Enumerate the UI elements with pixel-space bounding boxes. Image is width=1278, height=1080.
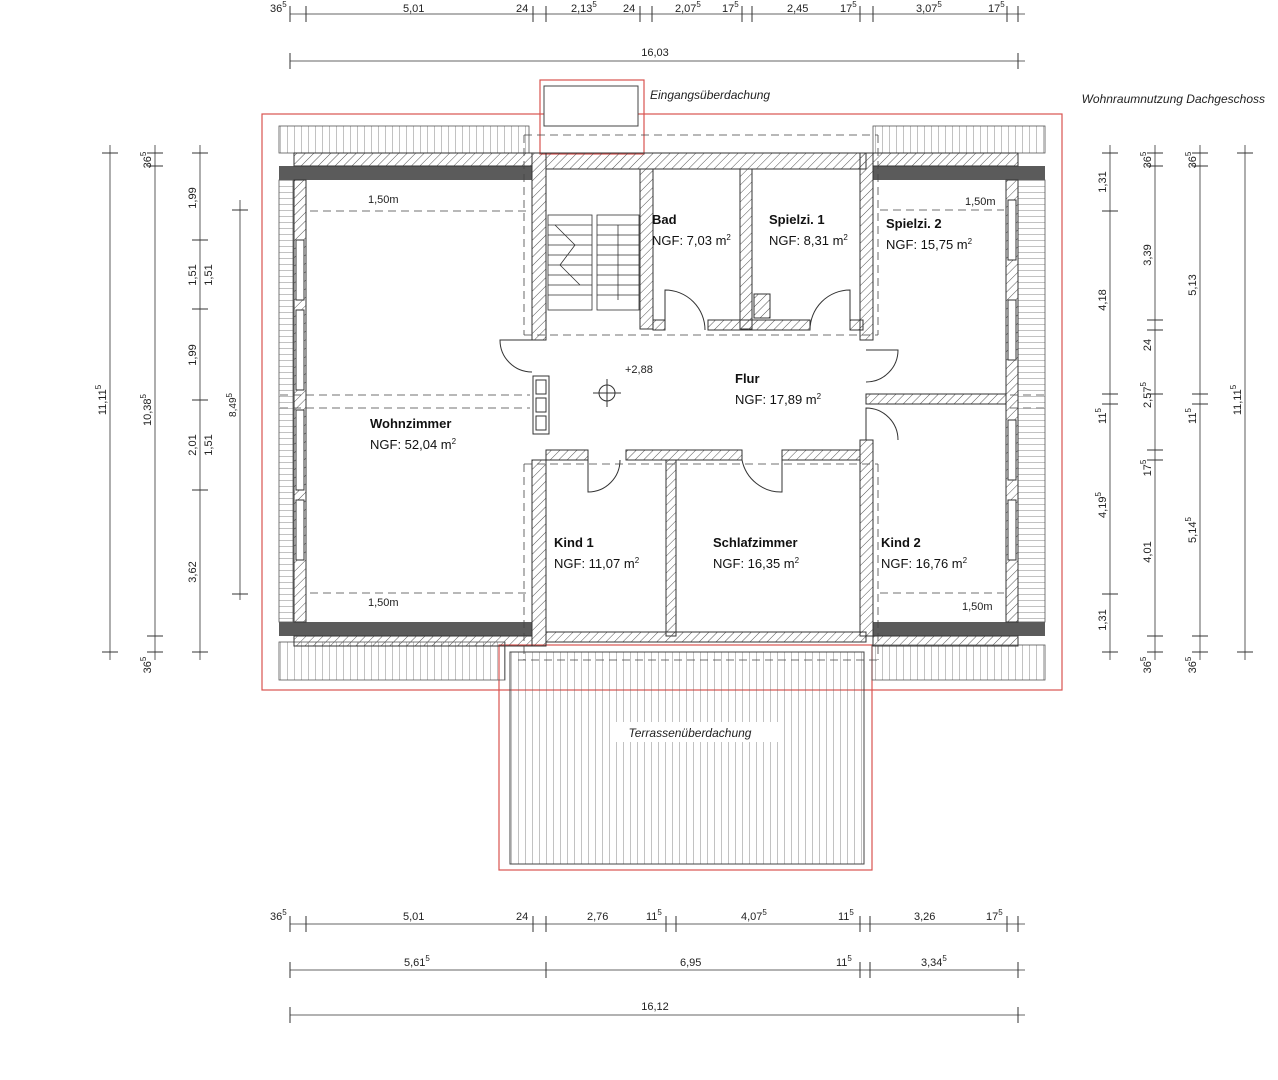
dim-sup: 5	[282, 908, 287, 917]
svg-text:115	[838, 908, 854, 923]
dim-sup: 5	[1184, 517, 1193, 522]
dim-bot-3: 2,76	[587, 911, 609, 923]
svg-text:115	[1094, 408, 1109, 424]
svg-text:NGF: 52,04 m2	[370, 437, 457, 452]
svg-text:2,76	[587, 911, 608, 923]
dim-right-13: 5,14	[1187, 521, 1199, 543]
svg-text:NGF: 15,75 m2	[886, 237, 973, 252]
room-name-kind-1: Kind 1	[554, 535, 594, 550]
dim-bot2-1: 6,95	[680, 957, 702, 969]
dim-right-11: 4,19	[1097, 496, 1109, 518]
svg-text:3,075	[916, 0, 942, 15]
dim-bot2-2: 11	[836, 957, 848, 969]
svg-text:3,26	[914, 911, 935, 923]
svg-text:175	[1139, 459, 1154, 476]
width-mark-3: 1,50m	[965, 196, 996, 208]
svg-text:115	[836, 954, 852, 969]
dim-top-10: 17	[988, 3, 1001, 15]
dim-sup: 5	[942, 954, 947, 963]
svg-text:175	[722, 0, 739, 15]
dim-bot-5: 4,07	[741, 911, 763, 923]
dim-sup: 5	[1139, 459, 1148, 465]
dim-left-tick-0: 36	[142, 156, 154, 169]
svg-text:NGF: 8,31 m2	[769, 233, 848, 248]
room-area-kind-1: NGF: 11,07 m	[554, 556, 635, 571]
area-sup: 2	[794, 556, 800, 565]
svg-text:4,01	[1142, 541, 1154, 562]
level-marker	[593, 379, 621, 407]
dim-right-12: 4,01	[1142, 541, 1154, 563]
svg-text:1,31	[1097, 171, 1109, 192]
dim-right-5: 24	[1142, 338, 1154, 352]
dim-bot-8: 17	[986, 911, 999, 923]
svg-text:1,99	[187, 344, 199, 365]
dim-right-1: 36	[1142, 156, 1154, 169]
svg-text:4,075	[741, 908, 767, 923]
svg-text:10,385	[139, 393, 154, 426]
room-area-schlafzimmer: NGF: 16,35 m	[713, 556, 795, 571]
dim-bot-7: 3,26	[914, 911, 936, 923]
dim-right-16: 36	[1187, 661, 1199, 674]
dim-sup: 5	[657, 908, 662, 917]
dim-sup: 5	[1000, 0, 1005, 9]
right-dimensions	[1094, 151, 1244, 673]
svg-text:NGF: 7,03 m2	[652, 233, 731, 248]
roof-hatch-right	[1018, 180, 1045, 622]
roof-hatch-left	[279, 180, 293, 622]
dim-sup: 5	[937, 0, 942, 9]
room-area-bad: NGF: 7,03 m	[652, 233, 727, 248]
svg-text:365	[139, 656, 154, 673]
room-name-flur: Flur	[735, 371, 760, 386]
dim-top-9: 3,07	[916, 3, 938, 15]
room-name-schlafzimmer: Schlafzimmer	[713, 535, 798, 550]
dim-right-8: 11	[1097, 412, 1109, 424]
area-sup: 2	[726, 233, 731, 242]
dim-sup: 5	[852, 0, 857, 9]
area-sup: 2	[634, 556, 640, 565]
svg-text:NGF: 16,76 m2	[881, 556, 968, 571]
svg-text:24	[1142, 339, 1154, 351]
dim-top-3: 2,13	[571, 3, 593, 15]
svg-text:175	[986, 908, 1003, 923]
eave-top-left	[279, 166, 532, 180]
room-spielzi-1	[769, 212, 848, 248]
svg-text:24	[623, 3, 635, 15]
eave-bottom-left	[279, 622, 532, 636]
dim-sup: 5	[1094, 408, 1103, 413]
dim-bottom-total: 16,12	[641, 1001, 669, 1013]
room-area-spielzi-2: NGF: 15,75 m	[886, 237, 968, 252]
dim-top-0: 36	[270, 3, 283, 15]
dim-sup: 5	[1139, 382, 1148, 387]
dim-bot-0: 36	[270, 911, 283, 923]
roof-hatch-top-right	[873, 126, 1045, 153]
svg-text:NGF: 11,07 m2	[554, 556, 640, 571]
svg-text:365	[270, 0, 287, 15]
svg-text:1,51	[203, 264, 215, 285]
left-dimensions	[94, 151, 239, 673]
roof-hatch-bottom-right	[872, 645, 1045, 680]
dim-bot-6: 11	[838, 911, 850, 923]
dim-left-tick-3: 1,51	[187, 264, 199, 286]
svg-text:5,615	[404, 954, 430, 969]
dim-left-tick-2: 1,99	[187, 187, 199, 209]
svg-text:2,01	[187, 434, 199, 455]
eave-bottom-right	[873, 622, 1045, 636]
chimney	[533, 376, 549, 434]
dim-bot2-3: 3,34	[921, 957, 943, 969]
dim-right-9: 11	[1187, 412, 1199, 424]
svg-text:365	[1139, 656, 1154, 673]
room-area-wohnzimmer: NGF: 52,04 m	[370, 437, 452, 452]
dim-bot-1: 5,01	[403, 911, 425, 923]
dim-right-6: 5,13	[1187, 274, 1199, 296]
room-kind-1	[554, 535, 640, 571]
room-bad	[652, 212, 731, 248]
room-name-wohnzimmer: Wohnzimmer	[370, 416, 452, 431]
dim-right-10: 17	[1142, 464, 1154, 477]
svg-text:365	[1184, 656, 1199, 673]
dim-top-7: 2,45	[787, 3, 809, 15]
dim-top-8: 17	[840, 3, 853, 15]
dim-sup: 5	[425, 954, 430, 963]
terrace-canopy	[510, 652, 864, 864]
svg-text:2,135	[571, 0, 597, 15]
svg-text:365	[270, 908, 287, 923]
dim-sup: 5	[762, 908, 767, 917]
dim-sup: 5	[696, 0, 701, 9]
area-sup: 2	[816, 392, 822, 401]
svg-text:11,115	[94, 384, 109, 415]
top-dimensions	[270, 0, 1005, 59]
dim-right-7: 2,57	[1142, 386, 1154, 408]
area-sup: 2	[843, 233, 848, 242]
svg-text:365	[139, 151, 154, 168]
svg-text:3,39	[1142, 244, 1154, 265]
dim-right-0: 1,31	[1097, 171, 1109, 193]
room-kind-2	[881, 535, 968, 571]
dim-sup: 5	[94, 384, 103, 390]
dim-left-tick-5: 1,99	[187, 344, 199, 366]
svg-text:5,13	[1187, 274, 1199, 295]
dim-right-2: 36	[1187, 156, 1199, 169]
dim-left-mid: 10,38	[142, 398, 154, 426]
dim-sup: 5	[282, 0, 287, 9]
dim-right-outer: 11,11	[1232, 389, 1244, 416]
width-mark-2: 1,50m	[368, 597, 399, 609]
dim-bot2-0: 5,61	[404, 957, 426, 969]
dim-sup: 5	[225, 393, 234, 398]
room-name-bad: Bad	[652, 212, 677, 227]
svg-text:6,95	[680, 957, 701, 969]
room-area-kind-2: NGF: 16,76 m	[881, 556, 963, 571]
roof-hatch-bottom-left	[279, 642, 505, 680]
dim-left-outer: 11,11	[97, 389, 109, 416]
svg-text:NGF: 17,89 m2	[735, 392, 822, 407]
doors	[500, 290, 898, 492]
room-name-kind-2: Kind 2	[881, 535, 921, 550]
svg-text:1,31	[1097, 609, 1109, 630]
dim-sup: 5	[849, 908, 854, 917]
windows	[296, 200, 1016, 560]
svg-text:24	[516, 3, 528, 15]
dim-top-1: 5,01	[403, 3, 425, 15]
svg-text:2,45	[787, 3, 808, 15]
svg-text:2,575	[1139, 382, 1154, 408]
svg-text:175	[988, 0, 1005, 15]
dim-sup: 5	[1184, 151, 1193, 157]
level-label: +2,88	[625, 364, 653, 376]
svg-text:5,01	[403, 911, 424, 923]
terrace-roof-label: Terrassenüberdachung	[628, 726, 752, 740]
dim-sup: 5	[139, 656, 148, 662]
svg-text:8,495	[225, 392, 239, 416]
area-sup: 2	[967, 237, 973, 246]
svg-text:115	[646, 908, 662, 923]
svg-text:24	[516, 911, 528, 923]
svg-text:11,115	[1229, 384, 1244, 415]
dim-sup: 5	[1094, 492, 1103, 497]
dim-top-2: 24	[516, 3, 529, 15]
dim-right-14: 1,31	[1097, 609, 1109, 631]
dim-sup: 5	[1139, 151, 1148, 157]
dim-sup: 5	[1139, 656, 1148, 662]
dim-top-6: 17	[722, 3, 735, 15]
dim-right-15: 36	[1142, 661, 1154, 674]
svg-text:365	[1139, 151, 1154, 168]
svg-text:4,18	[1097, 289, 1109, 310]
dim-sup: 5	[139, 394, 148, 399]
dim-sup: 5	[592, 0, 597, 9]
dim-left-tick-1: 36	[142, 661, 154, 674]
dim-right-4: 4,18	[1097, 289, 1109, 311]
staircase	[548, 215, 639, 310]
room-spielzi-2	[886, 216, 973, 252]
area-sup: 2	[451, 437, 457, 446]
dim-sup: 5	[139, 151, 148, 157]
svg-text:365	[1184, 151, 1199, 168]
dim-sup: 5	[1229, 384, 1238, 390]
eave-top-right	[873, 166, 1045, 180]
room-area-flur: NGF: 17,89 m	[735, 392, 817, 407]
svg-text:175	[840, 0, 857, 15]
svg-text:1,51	[203, 434, 215, 455]
svg-text:1,99	[187, 187, 199, 208]
svg-text:1,51	[187, 264, 199, 285]
entrance-canopy	[544, 86, 638, 126]
dim-top-5: 2,07	[675, 3, 697, 15]
bath-fixture	[754, 294, 770, 318]
dim-top-4: 24	[623, 3, 636, 15]
dim-left-tick-6: 2,01	[187, 434, 199, 456]
svg-text:4,195	[1094, 492, 1109, 518]
dim-sup: 5	[734, 0, 739, 9]
area-sup: 2	[962, 556, 968, 565]
dim-left-tick-8: 3,62	[187, 561, 199, 583]
dim-sup: 5	[1184, 408, 1193, 413]
dim-right-3: 3,39	[1142, 244, 1154, 266]
dim-top-total: 16,03	[641, 47, 669, 59]
svg-text:3,345	[921, 954, 947, 969]
room-name-spielzi-1: Spielzi. 1	[769, 212, 825, 227]
dim-sup: 5	[998, 908, 1003, 917]
dim-bot-4: 11	[646, 911, 658, 923]
room-wohnzimmer	[370, 416, 457, 452]
width-mark-1: 1,50m	[368, 194, 399, 206]
dim-sup: 5	[1184, 656, 1193, 662]
room-area-spielzi-1: NGF: 8,31 m	[769, 233, 844, 248]
svg-text:5,145	[1184, 517, 1199, 543]
svg-text:5,01	[403, 3, 424, 15]
dim-left-inner: 8,49	[228, 397, 239, 417]
width-mark-4: 1,50m	[962, 601, 993, 613]
dim-left-tick-7: 1,51	[203, 434, 215, 456]
room-name-spielzi-2: Spielzi. 2	[886, 216, 942, 231]
dim-left-tick-4: 1,51	[203, 264, 215, 286]
svg-text:NGF: 16,35 m2	[713, 556, 800, 571]
svg-text:3,62	[187, 561, 199, 582]
svg-text:2,075	[675, 0, 701, 15]
dim-bot-2: 24	[516, 911, 529, 923]
dim-sup: 5	[847, 954, 852, 963]
entrance-roof-label: Eingangsüberdachung	[650, 88, 771, 102]
svg-text:115	[1184, 408, 1199, 424]
room-flur	[735, 371, 822, 407]
plan-title: Wohnraumnutzung Dachgeschoss	[1081, 92, 1265, 106]
roof-hatch-top-left	[279, 126, 529, 153]
room-schlafzimmer	[713, 535, 800, 571]
